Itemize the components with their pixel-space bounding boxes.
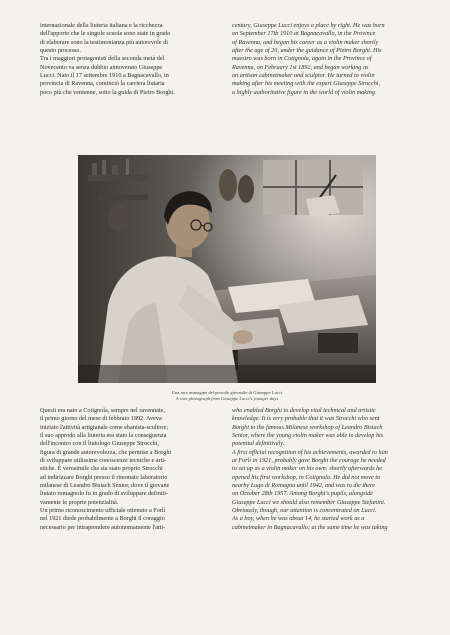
historical-photograph (78, 155, 376, 383)
text-line: Questi era nato a Cotignola, sempre nel ravennate, (40, 407, 165, 414)
text-line: on October 28th 1957. Among Borghi's pupils, alongside (232, 490, 374, 498)
text-line: Giuseppe Lucci we should also remember Giuseppe Stefanini. (232, 498, 386, 506)
text-line: liutaio romagnolo fu in grado di sviluppare definiti- (40, 490, 169, 498)
text-line: vamente le proprie potenzialità. (40, 498, 119, 506)
italian-text-top (40, 22, 227, 97)
english-text-top (232, 22, 420, 97)
text-line: opened his first workshop, in Cotignola. He did not move to (232, 473, 381, 481)
text-line: A first official recognition of his achievements, awarded to him (232, 448, 388, 456)
text-line: at Forlì in 1921, probably gave Borghi the courage he needed (232, 457, 386, 465)
caption-english: A rare photograph from Giuseppe Lucci's younger days (175, 396, 279, 401)
text-line: maestro was born in Cotignola, again in the Province of (232, 55, 372, 63)
text-line: Un primo riconoscimento ufficiale ottenuto a Forlì (40, 507, 166, 515)
text-line: dell'incontro con il liutologo Giuseppe Strocchi, (40, 440, 160, 448)
text-line: provincia di Ravenna, cominciò la carriera liutaria (40, 80, 165, 88)
text-line: questo processo. (40, 47, 81, 55)
photo-caption (78, 390, 376, 402)
italian-text-bottom (40, 407, 227, 532)
text-line: after the age of 20, under the guidance of Pietro Borghi. His (232, 47, 382, 55)
text-line: di sviluppare utilissime conoscenze tecniche e arti- (40, 457, 167, 465)
text-line: stiche. È verosimile che sia stato proprio Strocchi (40, 465, 163, 473)
text-line: internazionale della liuteria italiana e la ricchezza (40, 22, 163, 29)
text-line: necessario per intraprendere autonomamente l'atti- (40, 523, 166, 531)
text-line: cabinetmaker in Bagnacavallo; at the same time he was taking (232, 523, 388, 531)
text-line: iniziato l'attività artigianale come ebanista-scultore; (40, 423, 168, 431)
text-line: who enabled Borghi to develop vital technical and artistic (232, 407, 376, 414)
text-line: Senior, where the young violin maker was able to develop his (232, 432, 384, 440)
text-line: il primo giorno del mese di febbraio 1892. Aveva (40, 415, 162, 423)
text-line: of Ravenna, and began his career as a violin maker shortly (232, 38, 379, 46)
text-line: nearby Lugo di Romagna until 1942, and was to die there (232, 482, 375, 490)
text-line: di elaborare sono la testimonianza più autorevole di (40, 38, 169, 46)
text-line: milanese di Leandro Bisiach Senior, dove il giovane (40, 482, 170, 490)
text-line: potential definitively. (232, 440, 285, 448)
text-line: Lucci. Nato il 17 settembre 1910 a Bagnacavallo, in (40, 72, 169, 80)
text-line: knowledge. It is very probable that it was Strocchi who sent (232, 415, 380, 423)
text-line: on September 17th 1910 at Bagnacavallo, in the Province (232, 30, 376, 38)
text-line: As a boy, when he was about 14, he started work as a (232, 515, 365, 523)
text-line: Borghi to the famous Milanese workshop of Leandro Bisiach (232, 423, 383, 431)
text-line: Ravenna, on February 1st 1892, and began working as (232, 63, 369, 71)
photo-illustration (78, 155, 376, 383)
text-line: Tra i maggiori protagonisti della seconda metà del (40, 55, 165, 63)
text-line: century, Giuseppe Lucci enjoys a place by right. He was born (232, 22, 385, 29)
text-line: dell'apporto che le singole scuole sono state in grado (40, 30, 171, 38)
caption-italian: Una rara immagine del periodo giovanile di Giuseppe Lucci (171, 390, 283, 395)
text-line: nel 1921 diede probabilmente a Borghi il coraggio (40, 515, 165, 523)
text-line: il suo approdo alla liuteria era stato la conseguenza (40, 432, 167, 440)
text-line: figura di grande autorevolezza, che permise a Borghi (40, 448, 172, 456)
text-line: poco più che ventenne, sotto la guida di Pietro Borghi. (40, 88, 175, 96)
english-text-bottom (232, 407, 420, 532)
text-line: making after his meeting with the expert Giuseppe Strocchi, (232, 80, 381, 88)
text-line: to set up as a violin maker on his own: shortly afterwards he (232, 465, 382, 473)
text-line: Obviously, though, our attention is concentrated on Lucci. (232, 507, 377, 515)
text-line: an artisan cabinetmaker and sculptor. He turned to violin (232, 72, 375, 80)
text-line: a highly authoritative figure in the world of violin making (232, 88, 375, 96)
text-line: ad indirizzare Borghi presso il rinomato laboratorio (40, 473, 168, 481)
text-line: Novecento va senza dubbio annoverato Giuseppe (40, 63, 163, 71)
